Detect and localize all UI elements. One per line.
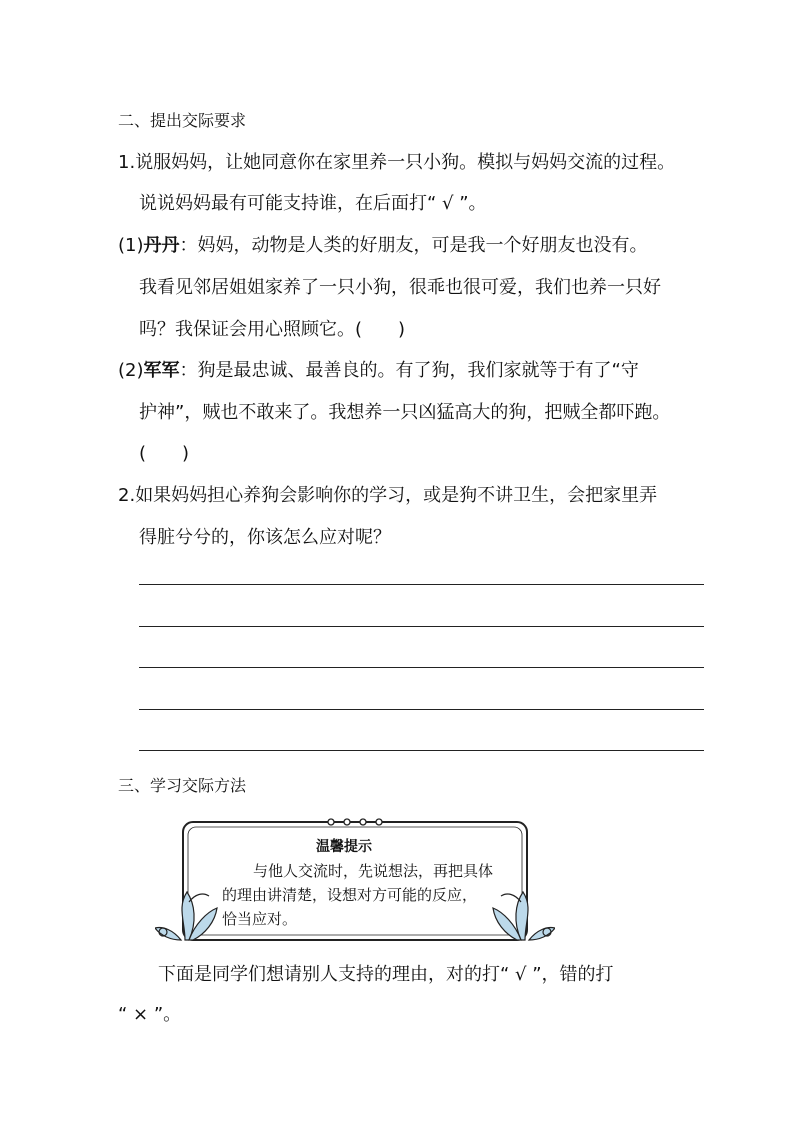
answer-line-1[interactable] (139, 584, 704, 585)
section-2-heading: 二、提出交际要求 (118, 111, 247, 130)
section-3-heading: 三、学习交际方法 (118, 776, 247, 795)
option-2-speaker: 军军 (143, 360, 180, 381)
option-2-answer-blank: ( ) (139, 443, 190, 464)
option-2-line-2: 护神”，贼也不敢来了。我想养一只凶猛高大的狗，把贼全都吓跑。 (139, 402, 671, 423)
option-1-line-3: 吗？我保证会用心照顾它。( ) (139, 319, 406, 340)
tip-line-2: 的理由讲清楚，设想对方可能的反应， (222, 886, 478, 904)
option-1-line-2: 我看见邻居姐姐家养了一只小狗，很乖也很可爱，我们也养一只好 (139, 277, 661, 298)
right-leaf-ornament-icon (493, 892, 555, 940)
instruction-line-2: “ × ”。 (118, 1004, 182, 1025)
question-1-instruction: 说说妈妈最有可能支持谁，在后面打“ √ ”。 (139, 193, 487, 214)
tip-title: 温馨提示 (316, 839, 372, 855)
option-1-line-1 (118, 231, 648, 257)
option-1-text: ：妈妈，动物是人类的好朋友，可是我一个好朋友也没有。 (179, 235, 648, 256)
answer-line-2[interactable] (139, 626, 704, 627)
option-2-text: ：狗是最忠诚、最善良的。有了狗，我们家就等于有了“守 (179, 360, 639, 381)
question-2-line-2: 得脏兮兮的，你该怎么应对呢？ (139, 527, 391, 548)
question-2-text: 如果妈妈担心养狗会影响你的学习，或是狗不讲卫生，会把家里弄 (135, 485, 658, 506)
answer-line-4[interactable] (139, 709, 704, 710)
tip-line-1: 与他人交流时，先说想法，再把具体 (253, 862, 494, 880)
question-2 (118, 481, 657, 507)
question-1-number: 1. (118, 152, 136, 173)
tip-line-3: 恰当应对。 (222, 910, 298, 928)
top-ornament-icon (323, 819, 387, 825)
question-2-number: 2. (118, 485, 136, 506)
answer-line-5[interactable] (139, 750, 704, 751)
left-leaf-ornament-icon (155, 892, 217, 940)
question-1-text: 说服妈妈，让她同意你在家里养一只小狗。模拟与妈妈交流的过程。 (135, 152, 676, 173)
question-1 (118, 148, 675, 174)
option-2-number: (2) (118, 360, 144, 381)
option-2-line-1 (118, 356, 639, 382)
answer-line-3[interactable] (139, 667, 704, 668)
option-1-speaker: 丹丹 (143, 235, 180, 256)
option-1-number: (1) (118, 235, 144, 256)
instruction-line-1: 下面是同学们想请别人支持的理由，对的打“ √ ”，错的打 (158, 964, 614, 985)
